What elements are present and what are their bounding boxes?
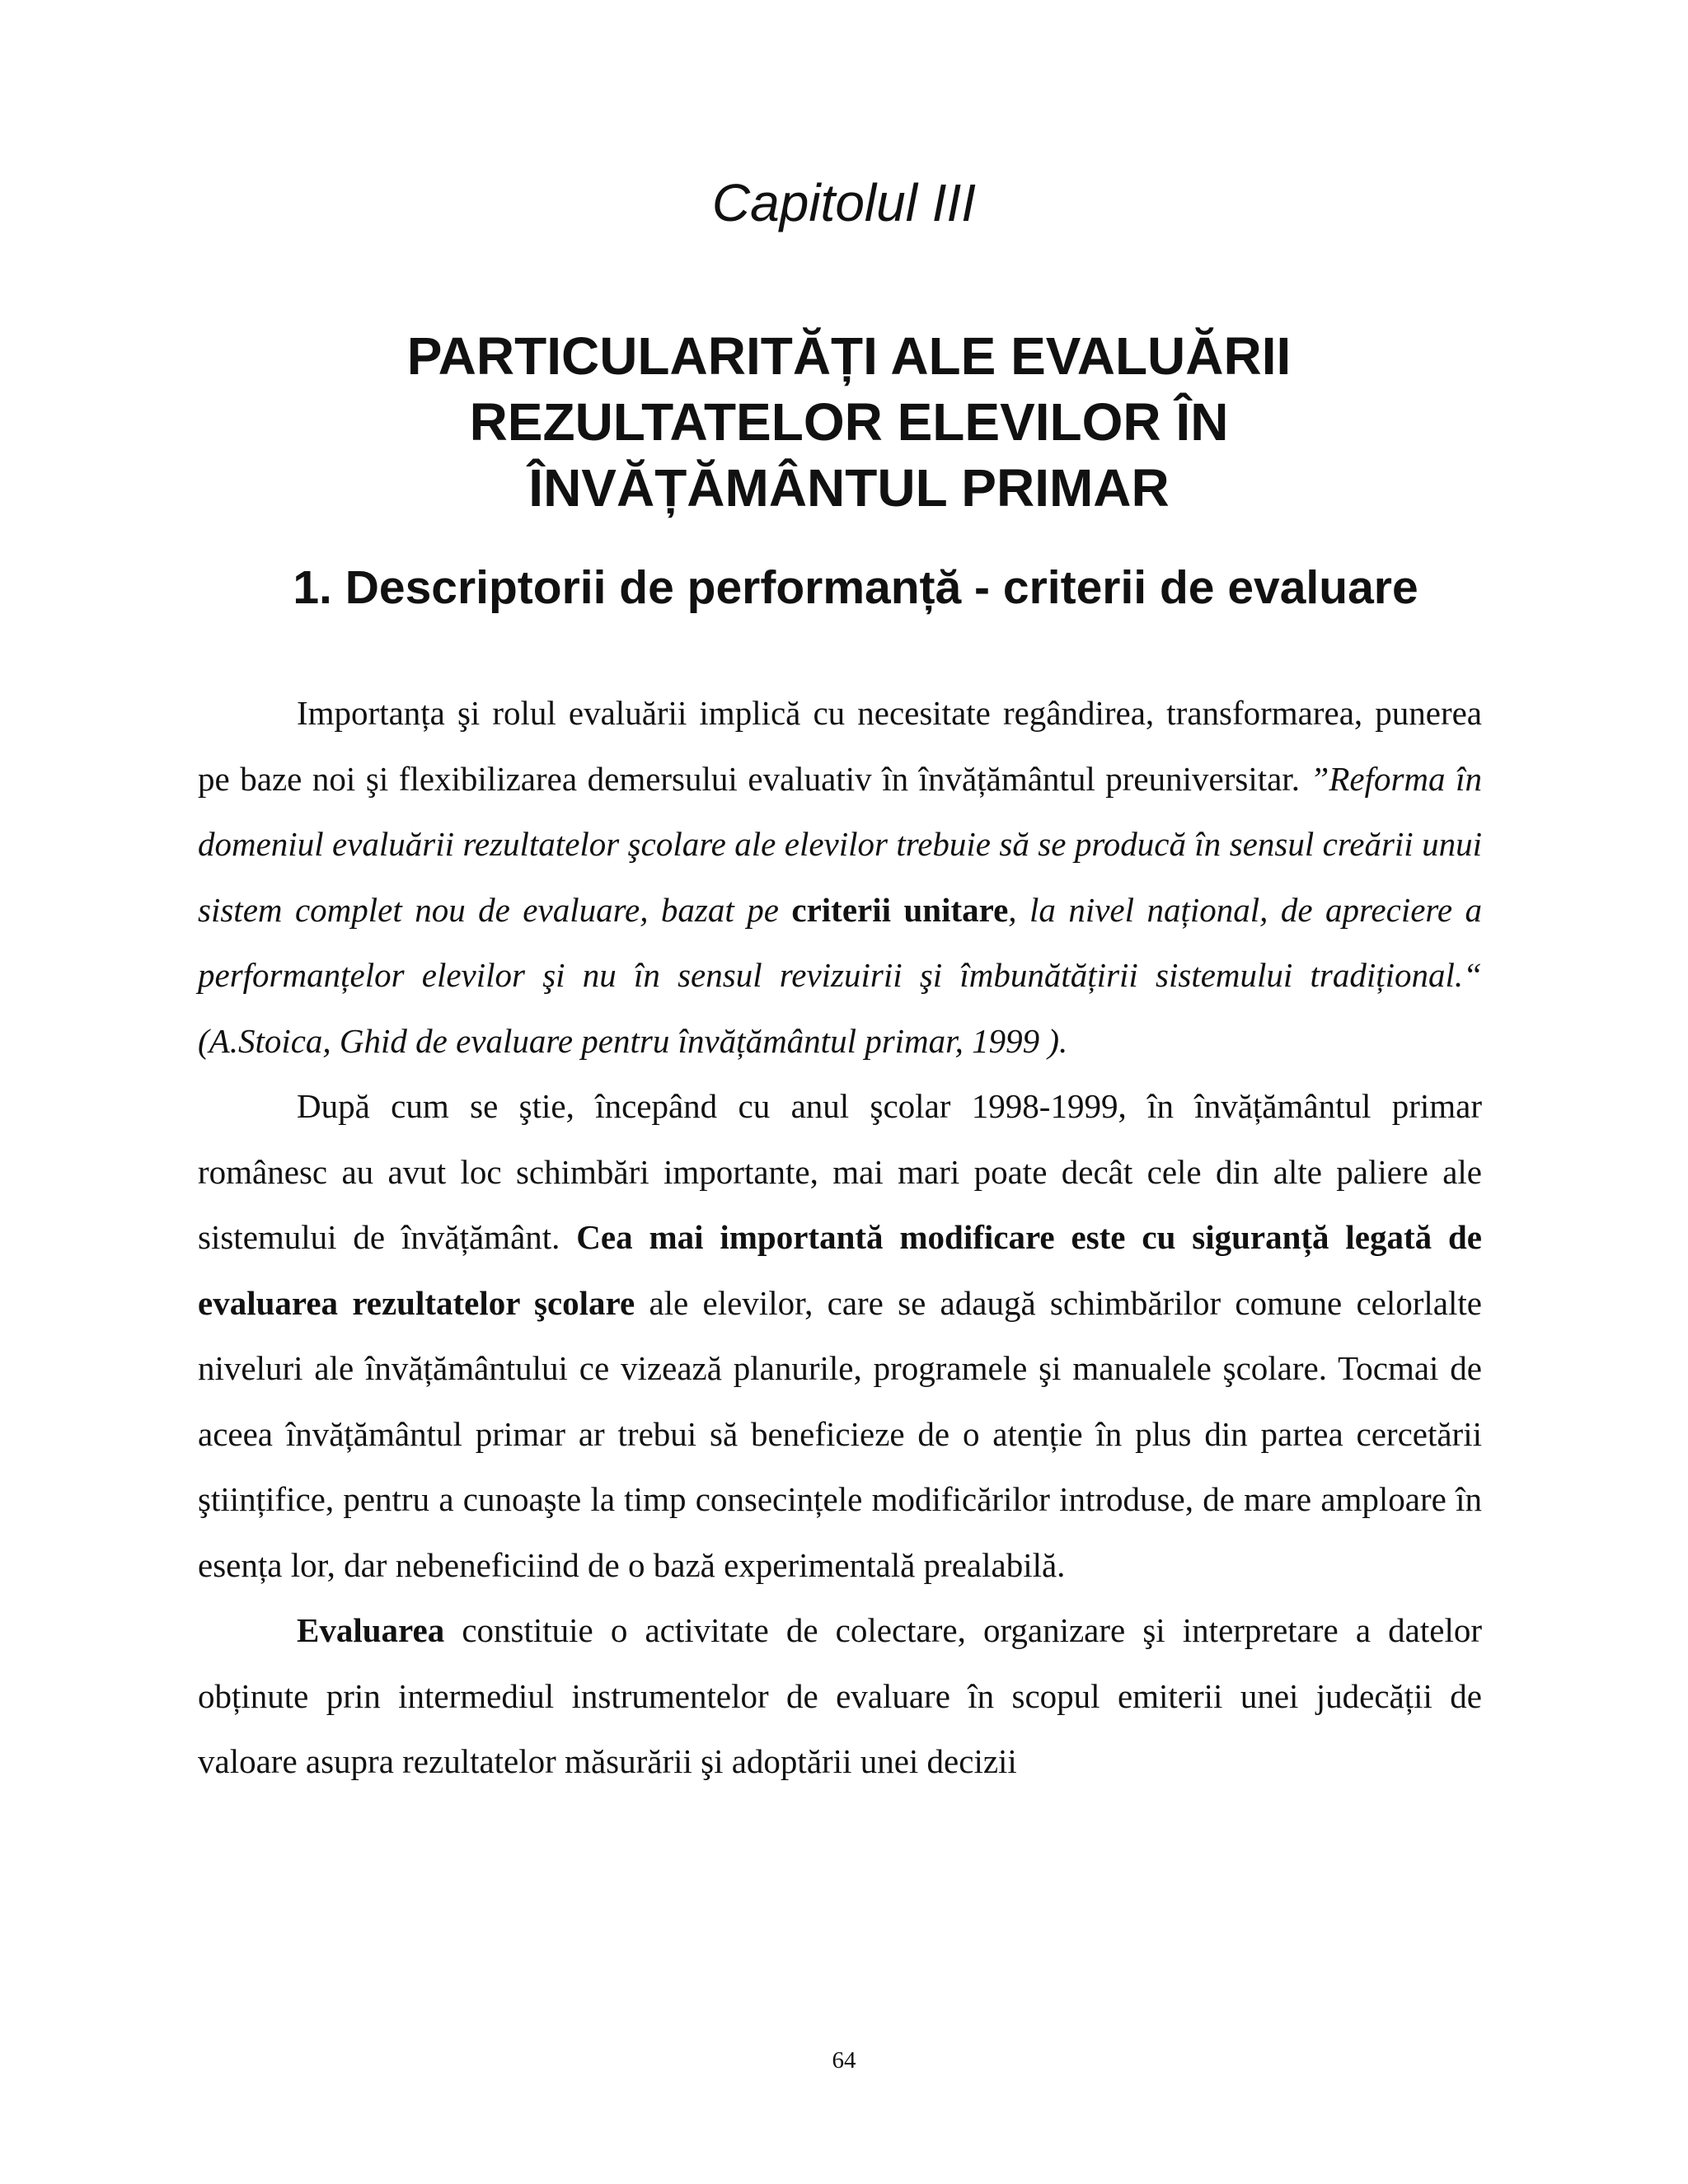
paragraph-2 xyxy=(198,1074,1482,1598)
paragraph-1-quote-start: ”Reforma în domeniul evaluării rezultatelor şcolare ale elevilor trebuie să se producă în sensul creării unui sistem complet nou de evaluare, bazat pe xyxy=(198,759,1482,929)
chapter-title-line-1: PARTICULARITĂȚI ALE EVALUĂRII xyxy=(406,326,1292,386)
chapter-title xyxy=(313,323,1385,521)
paragraph-2-text-end: ale elevilor, care se adaugă schimbărilor comune celorlalte niveluri ale învățământului ce vizează planurile, programele şi manualele şcolare. Tocmai de aceea învățământul primar ar trebui să beneficieze de o atenție în plus din partea cercetării ştiințifice, pentru a cunoaşte la timp consecințele modificărilor introduse, de mare amploare în esența lor, dar nebeneficiind de o bază experimentală prealabilă. xyxy=(198,1283,1482,1584)
paragraph-1-intro: Importanța şi rolul evaluării implică cu necesitate regândirea, transformarea, punerea pe baze noi şi flexibilizarea demersului evaluativ în învățământul preuniversitar. xyxy=(198,694,1482,798)
paragraph-2-bold: Cea mai importantă modificare este cu siguranță legată de evaluarea rezultatelor şcolare xyxy=(198,1218,1483,1322)
paragraph-3-text: constituie o activitate de colectare, organizare şi interpretare a datelor obținute prin intermediul instrumentelor de evaluare în scopul emiterii unei judecății de valoare asupra rezultatelor măsurării şi adoptării unei decizii xyxy=(198,1611,1482,1780)
chapter-label xyxy=(0,170,1688,236)
paragraph-1 xyxy=(198,681,1482,1074)
section-title: 1. Descriptorii de performanță - criterii de evaluare xyxy=(293,561,1418,614)
chapter-title-line-2: REZULTATELOR ELEVILOR ÎN xyxy=(469,392,1229,452)
chapter-label-text: Capitolul III xyxy=(711,173,977,232)
paragraph-3-bold: Evaluarea xyxy=(297,1611,445,1649)
page-number: 64 xyxy=(832,2047,856,2074)
body-text xyxy=(198,681,1482,1795)
paragraph-2-text-start: După cum se ştie, începând cu anul şcolar 1998-1999, în învățământul primar românesc au avut loc schimbări importante, mai mari poate decât cele din alte paliere ale sistemului de învățământ. xyxy=(198,1087,1482,1256)
paragraph-1-quote-bold: criterii unitare xyxy=(791,890,1009,929)
paragraph-1-quote-end: , la nivel național, de apreciere a performanțelor elevilor şi nu în sensul revizuirii şi îmbunătățirii sistemului tradițional.“ (A.Stoica, Ghid de evaluare pentru învățământul primar, 1999 ). xyxy=(198,890,1483,1060)
paragraph-3 xyxy=(198,1598,1482,1795)
chapter-title-line-3: ÎNVĂȚĂMÂNTUL PRIMAR xyxy=(528,458,1170,518)
